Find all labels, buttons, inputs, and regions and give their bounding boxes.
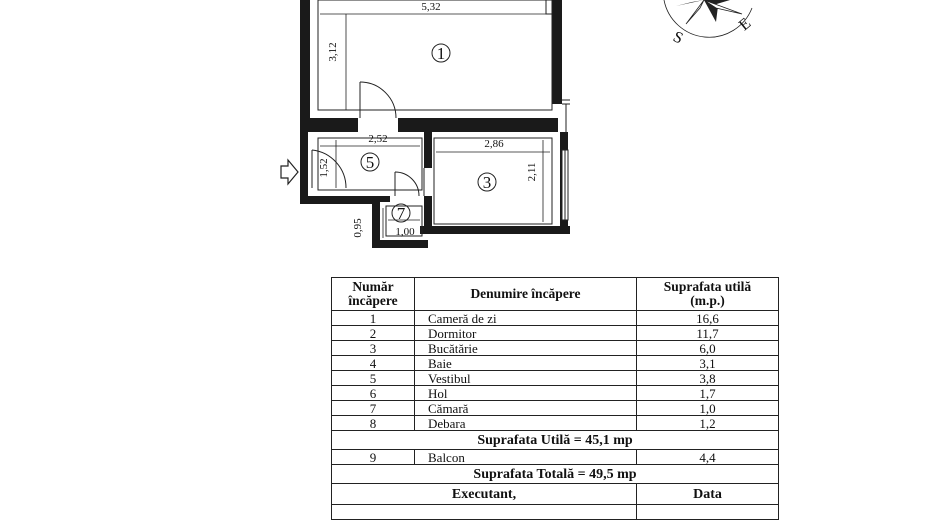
- svg-text:5: 5: [365, 153, 375, 172]
- cell-name: Vestibul: [415, 371, 637, 386]
- executant-signature-cell: [332, 505, 637, 520]
- cell-name: Balcon: [415, 450, 637, 465]
- cell-number: 9: [332, 450, 415, 465]
- cell-area: 11,7: [637, 326, 779, 341]
- table-row: [332, 311, 779, 326]
- header-useful-area-line1: Suprafata utilă: [663, 279, 752, 294]
- cell-area: 1,7: [637, 386, 779, 401]
- cell-number: 1: [332, 311, 415, 326]
- dim-chamber-height: 0,95: [352, 218, 364, 238]
- compass-east-label: E: [735, 14, 755, 35]
- compass-south-label: S: [670, 28, 686, 48]
- table-row: [332, 326, 779, 341]
- room-marker-3: [478, 173, 496, 192]
- useful-total-row: [332, 431, 779, 450]
- table-row: [332, 450, 779, 465]
- cell-name: Debara: [415, 416, 637, 431]
- walls: [300, 0, 570, 248]
- table-row: [332, 416, 779, 431]
- cell-number: 5: [332, 371, 415, 386]
- table-row: [332, 386, 779, 401]
- cell-area: 16,6: [637, 311, 779, 326]
- dim-chamber-width: 1,00: [395, 226, 415, 238]
- cell-name: Cămară: [415, 401, 637, 416]
- room-area-table: [331, 277, 779, 520]
- cell-number: 7: [332, 401, 415, 416]
- dim-vestibul-width: 2,52: [368, 133, 388, 145]
- signature-header-row: [332, 484, 779, 505]
- useful-total: Suprafata Utilă = 45,1 mp: [332, 431, 779, 450]
- header-useful-area-line2: (m.p.): [690, 293, 725, 308]
- svg-text:1: 1: [436, 44, 446, 63]
- header-room-number: [332, 278, 415, 311]
- cell-area: 3,8: [637, 371, 779, 386]
- dim-room1-height: 3,12: [327, 42, 339, 62]
- cell-name: Hol: [415, 386, 637, 401]
- cell-name: Baie: [415, 356, 637, 371]
- cell-area: 3,1: [637, 356, 779, 371]
- table-row: [332, 341, 779, 356]
- date-label: Data: [637, 484, 779, 505]
- dim-room1-width: 5,32: [421, 1, 441, 13]
- table-row: [332, 371, 779, 386]
- cell-name: Bucătărie: [415, 341, 637, 356]
- table-header-row: [332, 278, 779, 311]
- cell-area: 6,0: [637, 341, 779, 356]
- room-marker-1: [432, 44, 450, 63]
- header-room-number-line2: încăpere: [348, 293, 398, 308]
- cell-area: 1,2: [637, 416, 779, 431]
- cell-area: 1,0: [637, 401, 779, 416]
- date-value-cell: [637, 505, 779, 520]
- svg-text:3: 3: [482, 173, 492, 192]
- cell-number: 6: [332, 386, 415, 401]
- dim-vestibul-height: 1,52: [318, 158, 330, 178]
- signature-blank-row: [332, 505, 779, 520]
- cell-name: Dormitor: [415, 326, 637, 341]
- executant-label: Executant,: [332, 484, 637, 505]
- cell-number: 4: [332, 356, 415, 371]
- header-room-number-line1: Număr: [352, 279, 394, 294]
- dim-kitchen-width: 2,86: [484, 138, 504, 150]
- header-room-name: Denumire încăpere: [415, 278, 637, 311]
- doors: [310, 82, 424, 196]
- cell-number: 8: [332, 416, 415, 431]
- grand-total: Suprafata Totală = 49,5 mp: [332, 465, 779, 484]
- grand-total-row: [332, 465, 779, 484]
- header-useful-area: [637, 278, 779, 311]
- cell-number: 2: [332, 326, 415, 341]
- table-row: [332, 356, 779, 371]
- cell-number: 3: [332, 341, 415, 356]
- cell-name: Cameră de zi: [415, 311, 637, 326]
- entrance-arrow-icon: [281, 160, 298, 184]
- svg-text:7: 7: [396, 204, 406, 223]
- dim-kitchen-height: 2,11: [526, 162, 538, 182]
- room-marker-5: [361, 153, 379, 172]
- table-row: [332, 401, 779, 416]
- cell-area: 4,4: [637, 450, 779, 465]
